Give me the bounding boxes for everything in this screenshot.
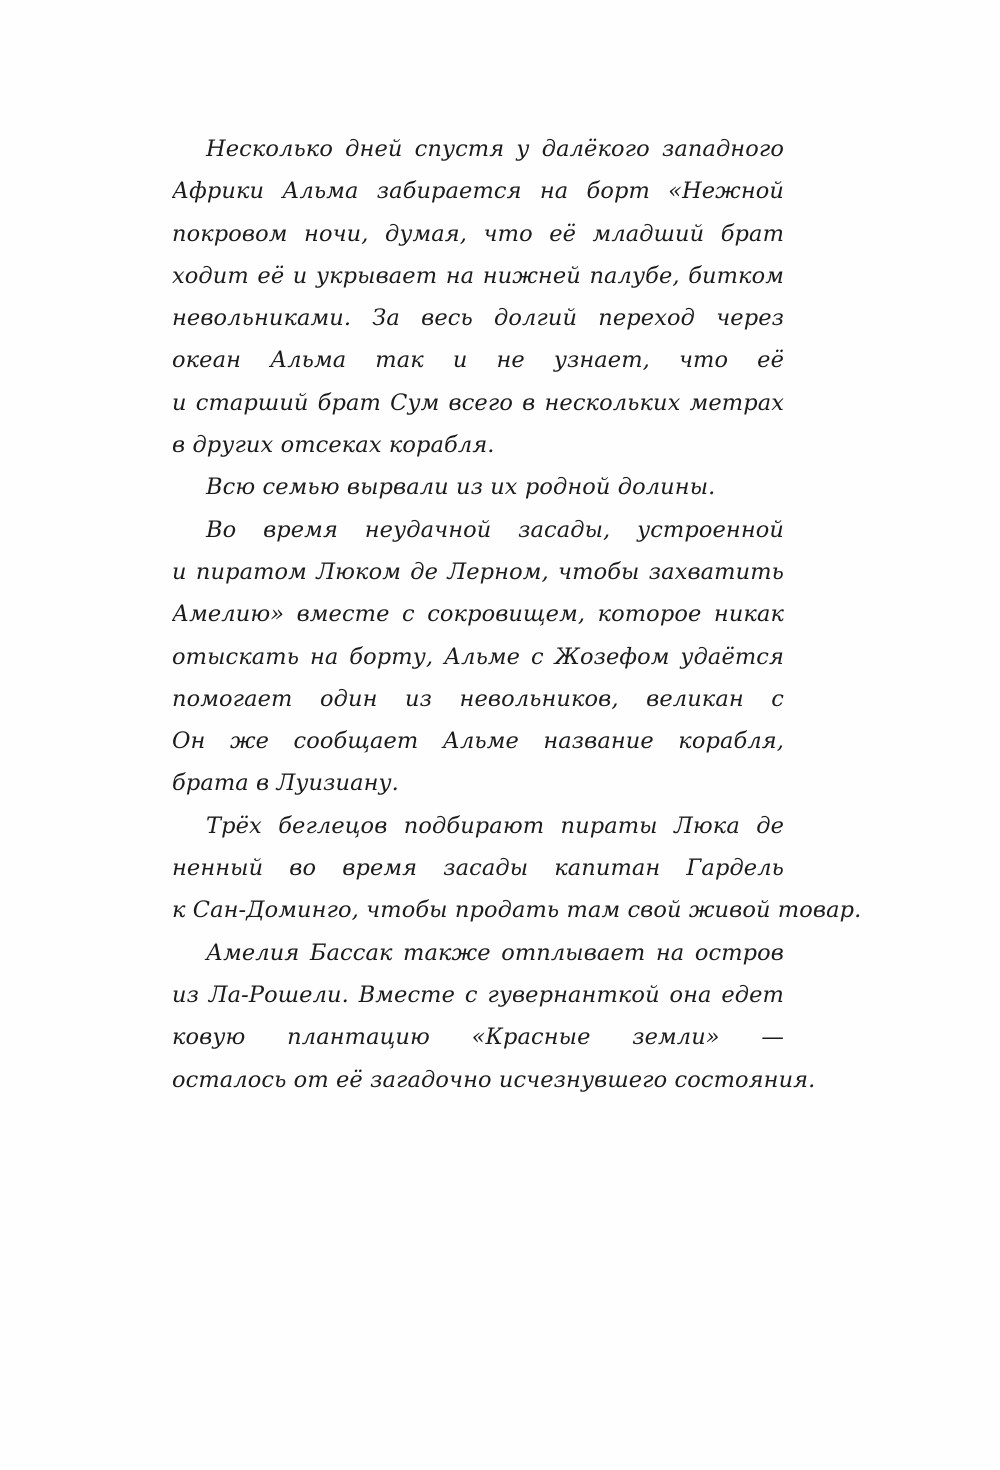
text-line: и пиратом Люком де Лерном, чтобы захватить (172, 558, 784, 585)
body-text (172, 128, 862, 1101)
text-line: брата в Луизиану. (172, 770, 399, 797)
text-line: Трёх беглецов подбирают пираты Люка де (206, 812, 784, 839)
text-line: Несколько дней спустя у далёкого западного (206, 136, 784, 162)
text-line: ненный во время засады капитан Гардель (172, 855, 784, 882)
text-line: из Ла-Рошели. Вместе с гувернанткой она едет (172, 981, 784, 1008)
text-line: Он же сообщает Альме название корабля, (172, 728, 784, 755)
text-line: ковую плантацию «Красные земли» — (172, 1024, 784, 1051)
text-line: Всю семью вырвали из их родной долины. (206, 474, 716, 501)
text-line: Амелия Бассак также отплывает на остров (206, 939, 784, 966)
text-line: отыскать на борту, Альме с Жозефом удаётся (172, 643, 784, 670)
text-line: невольниками. За весь долгий переход через (172, 305, 784, 332)
text-line: и старший брат Сум всего в нескольких метрах (172, 389, 784, 416)
text-line: Амелию» вместе с сокровищем, которое никак (172, 601, 784, 628)
text-line: в других отсеках корабля. (172, 432, 495, 459)
text-line: осталось от её загадочно исчезнувшего состояния. (172, 1066, 816, 1093)
text-line: океан Альма так и не узнает, что её (172, 347, 784, 374)
text-line: Африки Альма забирается на борт «Нежной (172, 178, 784, 205)
text-line: Во время неудачной засады, устроенной (206, 516, 784, 543)
text-line: к Сан-Доминго, чтобы продать там свой живой товар. (172, 897, 862, 924)
text-line: помогает один из невольников, великан с (172, 685, 784, 712)
text-line: покровом ночи, думая, что её младший брат (172, 220, 784, 247)
text-line: ходит её и укрывает на нижней палубе, битком (172, 262, 784, 289)
